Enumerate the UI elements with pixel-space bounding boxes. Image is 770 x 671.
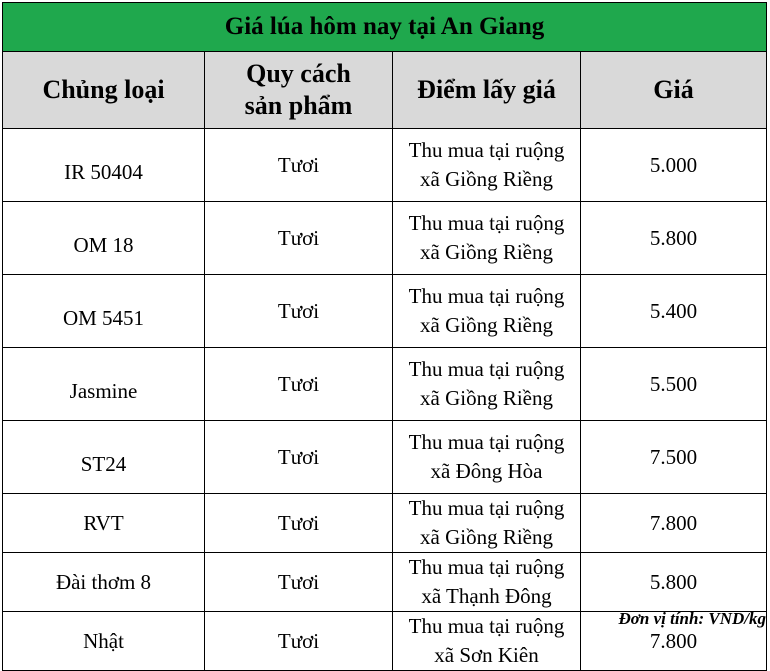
location-line2: xã Giồng Riềng — [420, 525, 553, 549]
cell-type: Nhật — [3, 612, 205, 671]
cell-type: IR 50404 — [3, 129, 205, 202]
location-line2: xã Giồng Riềng — [420, 167, 553, 191]
location-line2: xã Giồng Riềng — [420, 240, 553, 264]
location-line1: Thu mua tại ruộng — [408, 496, 565, 520]
cell-price: 5.000 — [581, 129, 767, 202]
table-row — [3, 348, 767, 421]
cell-type: Jasmine — [3, 348, 205, 421]
table-row — [3, 553, 767, 612]
cell-spec: Tươi — [205, 129, 393, 202]
location-line2: xã Đông Hòa — [430, 459, 543, 483]
cell-spec: Tươi — [205, 275, 393, 348]
location-line1: Thu mua tại ruộng — [408, 555, 565, 579]
cell-location — [393, 129, 581, 202]
cell-type: RVT — [3, 494, 205, 553]
location-line1: Thu mua tại ruộng — [408, 284, 565, 308]
cell-price: 5.400 — [581, 275, 767, 348]
location-line1: Thu mua tại ruộng — [408, 614, 565, 638]
cell-spec: Tươi — [205, 494, 393, 553]
header-spec-line2: sản phẩm — [244, 91, 353, 120]
cell-spec: Tươi — [205, 202, 393, 275]
location-line1: Thu mua tại ruộng — [408, 138, 565, 162]
cell-type: OM 5451 — [3, 275, 205, 348]
location-line2: xã Giồng Riềng — [420, 386, 553, 410]
cell-location — [393, 202, 581, 275]
cell-location — [393, 348, 581, 421]
table-row — [3, 275, 767, 348]
cell-price: 7.800 — [581, 494, 767, 553]
cell-location — [393, 421, 581, 494]
table-row — [3, 202, 767, 275]
cell-spec: Tươi — [205, 421, 393, 494]
cell-type: ST24 — [3, 421, 205, 494]
cell-spec: Tươi — [205, 348, 393, 421]
cell-location — [393, 494, 581, 553]
header-spec-line1: Quy cách — [246, 59, 351, 88]
cell-price: 7.800 — [581, 612, 767, 671]
cell-spec: Tươi — [205, 553, 393, 612]
cell-spec: Tươi — [205, 612, 393, 671]
table-row — [3, 129, 767, 202]
location-line1: Thu mua tại ruộng — [408, 430, 565, 454]
table-row — [3, 494, 767, 553]
table-title: Giá lúa hôm nay tại An Giang — [3, 3, 767, 52]
cell-type: Đài thơm 8 — [3, 553, 205, 612]
cell-price: 5.800 — [581, 202, 767, 275]
location-line1: Thu mua tại ruộng — [408, 211, 565, 235]
table-row — [3, 421, 767, 494]
header-row — [3, 52, 767, 129]
unit-note: Đơn vị tính: VND/kg — [618, 609, 766, 628]
cell-type: OM 18 — [3, 202, 205, 275]
cell-location — [393, 612, 581, 671]
rice-price-table — [2, 2, 767, 671]
location-line2: xã Giồng Riềng — [420, 313, 553, 337]
header-type: Chủng loại — [3, 52, 205, 129]
location-line1: Thu mua tại ruộng — [408, 357, 565, 381]
header-location: Điểm lấy giá — [393, 52, 581, 129]
cell-location — [393, 275, 581, 348]
header-spec — [205, 52, 393, 129]
cell-price: 5.800 — [581, 553, 767, 612]
location-line2: xã Sơn Kiên — [434, 643, 539, 667]
cell-price: 7.500 — [581, 421, 767, 494]
cell-price: 5.500 — [581, 348, 767, 421]
cell-location — [393, 553, 581, 612]
header-price: Giá — [581, 52, 767, 129]
location-line2: xã Thạnh Đông — [421, 584, 552, 608]
